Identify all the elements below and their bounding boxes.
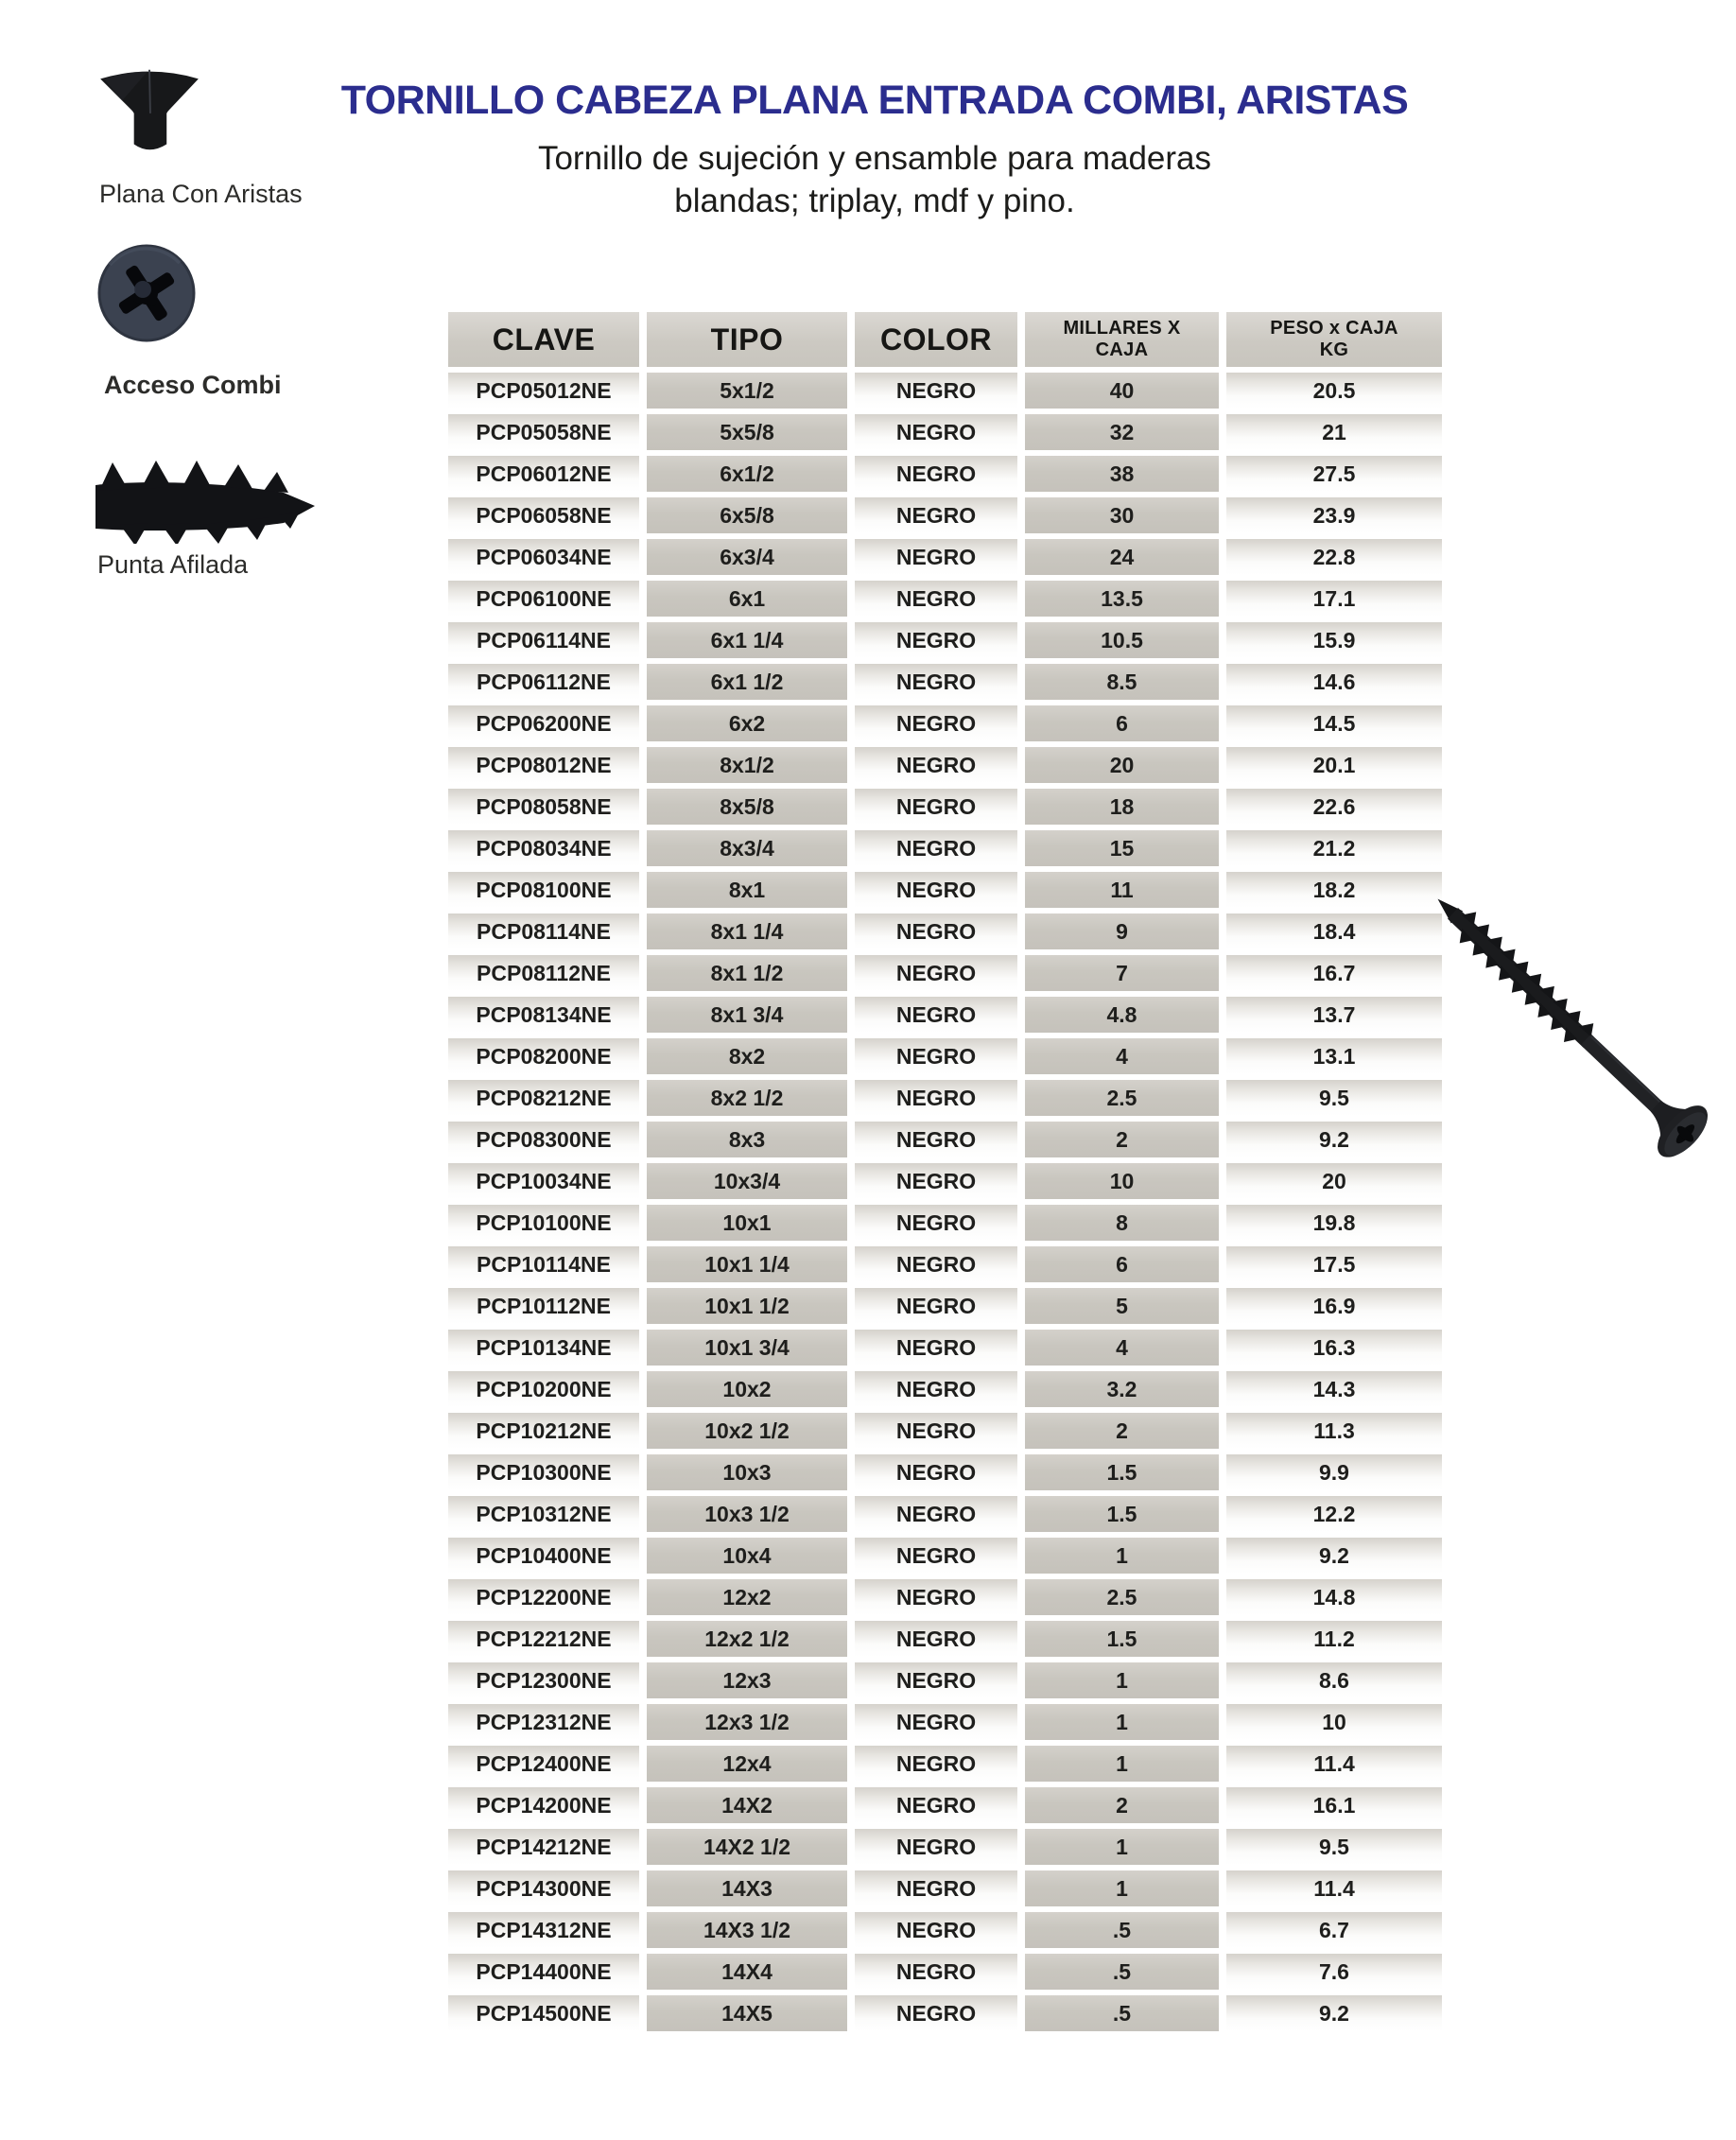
- cell-clave: PCP14500NE: [448, 1995, 639, 2031]
- cell-peso-x-caja: 13.7: [1226, 997, 1442, 1033]
- table-row: [448, 1995, 1442, 2031]
- table-row: [448, 497, 1442, 533]
- cell-clave: PCP05012NE: [448, 373, 639, 409]
- cell-color: NEGRO: [855, 1995, 1017, 2031]
- cell-tipo: 10x3 1/2: [647, 1496, 847, 1532]
- cell-clave: PCP06058NE: [448, 497, 639, 533]
- table-row: [448, 1080, 1442, 1116]
- cell-clave: PCP10200NE: [448, 1371, 639, 1407]
- cell-peso-x-caja: 11.4: [1226, 1870, 1442, 1906]
- cell-millares-x-caja: 5: [1025, 1288, 1219, 1324]
- cell-tipo: 12x2: [647, 1579, 847, 1615]
- cell-peso-x-caja: 20.5: [1226, 373, 1442, 409]
- cell-peso-x-caja: 16.1: [1226, 1787, 1442, 1823]
- cell-millares-x-caja: 1: [1025, 1870, 1219, 1906]
- cell-color: NEGRO: [855, 456, 1017, 492]
- cell-tipo: 5x5/8: [647, 414, 847, 450]
- table-row: [448, 1205, 1442, 1241]
- cell-peso-x-caja: 14.6: [1226, 664, 1442, 700]
- combi-drive-icon: [96, 242, 197, 344]
- cell-clave: PCP10034NE: [448, 1163, 639, 1199]
- cell-millares-x-caja: 30: [1025, 497, 1219, 533]
- table-row: [448, 1330, 1442, 1366]
- cell-peso-x-caja: 9.5: [1226, 1829, 1442, 1865]
- table-row: [448, 1371, 1442, 1407]
- cell-millares-x-caja: 32: [1025, 414, 1219, 450]
- cell-color: NEGRO: [855, 1371, 1017, 1407]
- table-row: [448, 1746, 1442, 1782]
- table-row: [448, 1912, 1442, 1948]
- cell-tipo: 8x1/2: [647, 747, 847, 783]
- cell-tipo: 6x2: [647, 705, 847, 741]
- cell-tipo: 8x3: [647, 1122, 847, 1157]
- feature-label-plana-con-aristas: Plana Con Aristas: [99, 180, 303, 208]
- cell-color: NEGRO: [855, 1288, 1017, 1324]
- cell-color: NEGRO: [855, 872, 1017, 908]
- cell-peso-x-caja: 19.8: [1226, 1205, 1442, 1241]
- column-header-millares-x-caja: MILLARES X CAJA: [1025, 312, 1219, 367]
- cell-millares-x-caja: 10: [1025, 1163, 1219, 1199]
- cell-color: NEGRO: [855, 1413, 1017, 1449]
- cell-color: NEGRO: [855, 1662, 1017, 1698]
- cell-millares-x-caja: 15: [1025, 830, 1219, 866]
- cell-clave: PCP06200NE: [448, 705, 639, 741]
- cell-color: NEGRO: [855, 1870, 1017, 1906]
- cell-peso-x-caja: 14.5: [1226, 705, 1442, 741]
- cell-clave: PCP12200NE: [448, 1579, 639, 1615]
- cell-color: NEGRO: [855, 1787, 1017, 1823]
- cell-clave: PCP12312NE: [448, 1704, 639, 1740]
- cell-peso-x-caja: 27.5: [1226, 456, 1442, 492]
- table-row: [448, 1954, 1442, 1990]
- table-row: [448, 789, 1442, 825]
- cell-millares-x-caja: 4: [1025, 1330, 1219, 1366]
- cell-tipo: 14X5: [647, 1995, 847, 2031]
- cell-clave: PCP08112NE: [448, 955, 639, 991]
- cell-clave: PCP05058NE: [448, 414, 639, 450]
- cell-color: NEGRO: [855, 1746, 1017, 1782]
- cell-millares-x-caja: .5: [1025, 1995, 1219, 2031]
- cell-tipo: 8x3/4: [647, 830, 847, 866]
- cell-clave: PCP08114NE: [448, 913, 639, 949]
- cell-color: NEGRO: [855, 622, 1017, 658]
- table-row: [448, 913, 1442, 949]
- table-row: [448, 664, 1442, 700]
- table-row: [448, 1829, 1442, 1865]
- cell-tipo: 6x5/8: [647, 497, 847, 533]
- table-row: [448, 1163, 1442, 1199]
- cell-peso-x-caja: 22.6: [1226, 789, 1442, 825]
- cell-peso-x-caja: 9.2: [1226, 1995, 1442, 2031]
- table-header-row: [448, 312, 1442, 367]
- cell-tipo: 10x1 1/4: [647, 1246, 847, 1282]
- table-row: [448, 539, 1442, 575]
- cell-tipo: 10x1: [647, 1205, 847, 1241]
- cell-tipo: 10x2 1/2: [647, 1413, 847, 1449]
- cell-tipo: 14X2 1/2: [647, 1829, 847, 1865]
- cell-clave: PCP12212NE: [448, 1621, 639, 1657]
- cell-color: NEGRO: [855, 1704, 1017, 1740]
- cell-peso-x-caja: 17.5: [1226, 1246, 1442, 1282]
- column-header-color: COLOR: [855, 312, 1017, 367]
- cell-millares-x-caja: 1: [1025, 1662, 1219, 1698]
- page-title: TORNILLO CABEZA PLANA ENTRADA COMBI, ARISTAS: [340, 78, 1409, 123]
- cell-millares-x-caja: .5: [1025, 1912, 1219, 1948]
- cell-clave: PCP14300NE: [448, 1870, 639, 1906]
- table-row: [448, 1787, 1442, 1823]
- cell-color: NEGRO: [855, 789, 1017, 825]
- cell-millares-x-caja: 38: [1025, 456, 1219, 492]
- table-row: [448, 1288, 1442, 1324]
- cell-millares-x-caja: 6: [1025, 1246, 1219, 1282]
- cell-color: NEGRO: [855, 1454, 1017, 1490]
- cell-millares-x-caja: 2.5: [1025, 1579, 1219, 1615]
- cell-tipo: 8x1 3/4: [647, 997, 847, 1033]
- table-row: [448, 1579, 1442, 1615]
- cell-clave: PCP08134NE: [448, 997, 639, 1033]
- cell-millares-x-caja: 18: [1025, 789, 1219, 825]
- cell-tipo: 12x2 1/2: [647, 1621, 847, 1657]
- column-header-tipo: TIPO: [647, 312, 847, 367]
- cell-peso-x-caja: 15.9: [1226, 622, 1442, 658]
- cell-color: NEGRO: [855, 913, 1017, 949]
- table-row: [448, 581, 1442, 617]
- cell-clave: PCP12300NE: [448, 1662, 639, 1698]
- cell-millares-x-caja: 1: [1025, 1746, 1219, 1782]
- cell-clave: PCP10400NE: [448, 1538, 639, 1574]
- table-row: [448, 1662, 1442, 1698]
- feature-label-acceso-combi: Acceso Combi: [104, 371, 282, 399]
- cell-tipo: 6x1 1/4: [647, 622, 847, 658]
- cell-millares-x-caja: 4.8: [1025, 997, 1219, 1033]
- cell-tipo: 14X3 1/2: [647, 1912, 847, 1948]
- cell-peso-x-caja: 9.2: [1226, 1538, 1442, 1574]
- cell-tipo: 14X2: [647, 1787, 847, 1823]
- product-table: [441, 306, 1450, 2037]
- cell-tipo: 14X3: [647, 1870, 847, 1906]
- table-row: [448, 1122, 1442, 1157]
- cell-tipo: 5x1/2: [647, 373, 847, 409]
- cell-peso-x-caja: 18.2: [1226, 872, 1442, 908]
- cell-peso-x-caja: 14.8: [1226, 1579, 1442, 1615]
- cell-millares-x-caja: 2: [1025, 1413, 1219, 1449]
- cell-peso-x-caja: 7.6: [1226, 1954, 1442, 1990]
- page-subtitle: [217, 138, 1532, 223]
- cell-color: NEGRO: [855, 1330, 1017, 1366]
- cell-peso-x-caja: 13.1: [1226, 1038, 1442, 1074]
- cell-peso-x-caja: 21.2: [1226, 830, 1442, 866]
- table-row: [448, 705, 1442, 741]
- cell-color: NEGRO: [855, 997, 1017, 1033]
- table-row: [448, 1454, 1442, 1490]
- cell-color: NEGRO: [855, 1496, 1017, 1532]
- cell-tipo: 8x2: [647, 1038, 847, 1074]
- cell-tipo: 8x1: [647, 872, 847, 908]
- cell-tipo: 12x4: [647, 1746, 847, 1782]
- cell-clave: PCP14312NE: [448, 1912, 639, 1948]
- cell-color: NEGRO: [855, 1538, 1017, 1574]
- cell-color: NEGRO: [855, 414, 1017, 450]
- cell-clave: PCP06100NE: [448, 581, 639, 617]
- cell-millares-x-caja: 2: [1025, 1122, 1219, 1157]
- table-body: [448, 373, 1442, 2031]
- cell-peso-x-caja: 16.9: [1226, 1288, 1442, 1324]
- cell-tipo: 12x3 1/2: [647, 1704, 847, 1740]
- cell-millares-x-caja: 13.5: [1025, 581, 1219, 617]
- cell-tipo: 6x1: [647, 581, 847, 617]
- cell-clave: PCP10212NE: [448, 1413, 639, 1449]
- cell-clave: PCP14400NE: [448, 1954, 639, 1990]
- cell-tipo: 8x2 1/2: [647, 1080, 847, 1116]
- cell-color: NEGRO: [855, 1621, 1017, 1657]
- cell-clave: PCP06034NE: [448, 539, 639, 575]
- cell-clave: PCP08212NE: [448, 1080, 639, 1116]
- table-row: [448, 414, 1442, 450]
- cell-tipo: 12x3: [647, 1662, 847, 1698]
- cell-peso-x-caja: 17.1: [1226, 581, 1442, 617]
- cell-peso-x-caja: 11.2: [1226, 1621, 1442, 1657]
- flat-head-icon: [95, 64, 204, 155]
- cell-color: NEGRO: [855, 1912, 1017, 1948]
- cell-millares-x-caja: 24: [1025, 539, 1219, 575]
- cell-color: NEGRO: [855, 1080, 1017, 1116]
- table-row: [448, 1870, 1442, 1906]
- cell-millares-x-caja: 8.5: [1025, 664, 1219, 700]
- cell-peso-x-caja: 16.3: [1226, 1330, 1442, 1366]
- cell-clave: PCP10134NE: [448, 1330, 639, 1366]
- cell-clave: PCP10300NE: [448, 1454, 639, 1490]
- cell-millares-x-caja: 3.2: [1025, 1371, 1219, 1407]
- cell-color: NEGRO: [855, 664, 1017, 700]
- cell-millares-x-caja: 1: [1025, 1704, 1219, 1740]
- cell-peso-x-caja: 8.6: [1226, 1662, 1442, 1698]
- cell-peso-x-caja: 22.8: [1226, 539, 1442, 575]
- cell-color: NEGRO: [855, 539, 1017, 575]
- cell-color: NEGRO: [855, 747, 1017, 783]
- column-header-clave: CLAVE: [448, 312, 639, 367]
- cell-clave: PCP08100NE: [448, 872, 639, 908]
- cell-peso-x-caja: 18.4: [1226, 913, 1442, 949]
- table-row: [448, 1538, 1442, 1574]
- screw-product-photo: [1411, 878, 1736, 1199]
- column-header-peso-x-caja: PESO x CAJA KG: [1226, 312, 1442, 367]
- cell-peso-x-caja: 9.2: [1226, 1122, 1442, 1157]
- cell-millares-x-caja: 2: [1025, 1787, 1219, 1823]
- cell-clave: PCP08058NE: [448, 789, 639, 825]
- cell-millares-x-caja: 1.5: [1025, 1621, 1219, 1657]
- cell-clave: PCP06112NE: [448, 664, 639, 700]
- cell-clave: PCP14212NE: [448, 1829, 639, 1865]
- cell-color: NEGRO: [855, 1246, 1017, 1282]
- table-row: [448, 1704, 1442, 1740]
- cell-tipo: 6x1 1/2: [647, 664, 847, 700]
- cell-clave: PCP08034NE: [448, 830, 639, 866]
- cell-clave: PCP08200NE: [448, 1038, 639, 1074]
- cell-color: NEGRO: [855, 1579, 1017, 1615]
- cell-tipo: 10x3/4: [647, 1163, 847, 1199]
- cell-clave: PCP06012NE: [448, 456, 639, 492]
- cell-tipo: 10x3: [647, 1454, 847, 1490]
- cell-tipo: 8x5/8: [647, 789, 847, 825]
- cell-tipo: 14X4: [647, 1954, 847, 1990]
- cell-millares-x-caja: 20: [1025, 747, 1219, 783]
- cell-clave: PCP10114NE: [448, 1246, 639, 1282]
- cell-color: NEGRO: [855, 1122, 1017, 1157]
- cell-color: NEGRO: [855, 1829, 1017, 1865]
- cell-peso-x-caja: 12.2: [1226, 1496, 1442, 1532]
- cell-millares-x-caja: 2.5: [1025, 1080, 1219, 1116]
- cell-color: NEGRO: [855, 373, 1017, 409]
- table-row: [448, 1413, 1442, 1449]
- cell-millares-x-caja: 7: [1025, 955, 1219, 991]
- cell-peso-x-caja: 11.3: [1226, 1413, 1442, 1449]
- cell-clave: PCP10100NE: [448, 1205, 639, 1241]
- cell-millares-x-caja: 1: [1025, 1538, 1219, 1574]
- feature-label-punta-afilada: Punta Afilada: [97, 550, 249, 579]
- thread-tip-icon: [90, 449, 317, 544]
- subtitle-line-1: Tornillo de sujeción y ensamble para maderas: [537, 140, 1212, 177]
- table-row: [448, 830, 1442, 866]
- cell-millares-x-caja: 4: [1025, 1038, 1219, 1074]
- cell-tipo: 8x1 1/2: [647, 955, 847, 991]
- cell-peso-x-caja: 14.3: [1226, 1371, 1442, 1407]
- cell-tipo: 8x1 1/4: [647, 913, 847, 949]
- cell-millares-x-caja: 9: [1025, 913, 1219, 949]
- cell-clave: PCP08012NE: [448, 747, 639, 783]
- cell-peso-x-caja: 16.7: [1226, 955, 1442, 991]
- table-row: [448, 955, 1442, 991]
- cell-color: NEGRO: [855, 497, 1017, 533]
- cell-color: NEGRO: [855, 581, 1017, 617]
- table-row: [448, 1038, 1442, 1074]
- cell-millares-x-caja: 8: [1025, 1205, 1219, 1241]
- cell-tipo: 10x1 1/2: [647, 1288, 847, 1324]
- table-row: [448, 997, 1442, 1033]
- cell-color: NEGRO: [855, 1038, 1017, 1074]
- cell-millares-x-caja: 11: [1025, 872, 1219, 908]
- cell-peso-x-caja: 9.9: [1226, 1454, 1442, 1490]
- cell-color: NEGRO: [855, 705, 1017, 741]
- cell-tipo: 10x1 3/4: [647, 1330, 847, 1366]
- cell-peso-x-caja: 21: [1226, 414, 1442, 450]
- table-row: [448, 747, 1442, 783]
- cell-millares-x-caja: 1.5: [1025, 1454, 1219, 1490]
- cell-millares-x-caja: 1.5: [1025, 1496, 1219, 1532]
- cell-tipo: 10x2: [647, 1371, 847, 1407]
- cell-clave: PCP08300NE: [448, 1122, 639, 1157]
- cell-color: NEGRO: [855, 1163, 1017, 1199]
- table-row: [448, 373, 1442, 409]
- cell-clave: PCP06114NE: [448, 622, 639, 658]
- cell-color: NEGRO: [855, 1205, 1017, 1241]
- table-row: [448, 1246, 1442, 1282]
- cell-millares-x-caja: .5: [1025, 1954, 1219, 1990]
- cell-peso-x-caja: 20.1: [1226, 747, 1442, 783]
- cell-peso-x-caja: 10: [1226, 1704, 1442, 1740]
- cell-clave: PCP12400NE: [448, 1746, 639, 1782]
- table-row: [448, 872, 1442, 908]
- cell-color: NEGRO: [855, 955, 1017, 991]
- cell-peso-x-caja: 11.4: [1226, 1746, 1442, 1782]
- table-row: [448, 1496, 1442, 1532]
- cell-millares-x-caja: 40: [1025, 373, 1219, 409]
- cell-clave: PCP10312NE: [448, 1496, 639, 1532]
- cell-tipo: 10x4: [647, 1538, 847, 1574]
- cell-peso-x-caja: 6.7: [1226, 1912, 1442, 1948]
- cell-tipo: 6x1/2: [647, 456, 847, 492]
- table-row: [448, 1621, 1442, 1657]
- cell-clave: PCP10112NE: [448, 1288, 639, 1324]
- cell-millares-x-caja: 6: [1025, 705, 1219, 741]
- cell-peso-x-caja: 9.5: [1226, 1080, 1442, 1116]
- cell-millares-x-caja: 10.5: [1025, 622, 1219, 658]
- cell-peso-x-caja: 23.9: [1226, 497, 1442, 533]
- cell-color: NEGRO: [855, 1954, 1017, 1990]
- table-row: [448, 622, 1442, 658]
- cell-tipo: 6x3/4: [647, 539, 847, 575]
- table-row: [448, 456, 1442, 492]
- subtitle-line-2: blandas; triplay, mdf y pino.: [674, 182, 1075, 219]
- cell-clave: PCP14200NE: [448, 1787, 639, 1823]
- cell-peso-x-caja: 20: [1226, 1163, 1442, 1199]
- cell-millares-x-caja: 1: [1025, 1829, 1219, 1865]
- cell-color: NEGRO: [855, 830, 1017, 866]
